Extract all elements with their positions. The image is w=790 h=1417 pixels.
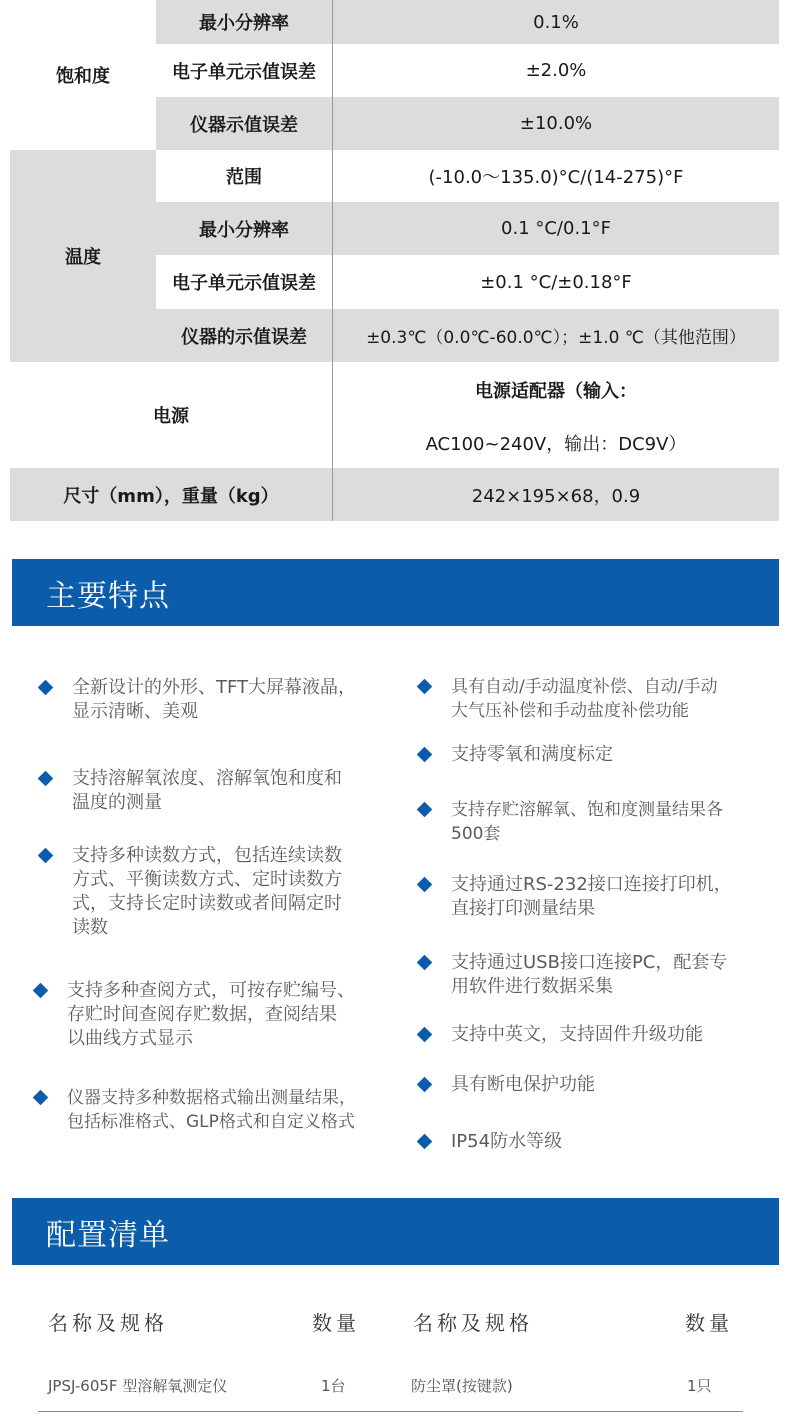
diamond-bullet-icon bbox=[33, 983, 49, 999]
diamond-bullet-icon bbox=[417, 877, 433, 893]
features-title: 主要特点 bbox=[46, 578, 170, 614]
config-item-quantity: 1台 bbox=[321, 1377, 346, 1395]
temperature-row-label: 仪器的示值误差 bbox=[156, 309, 332, 362]
saturation-row-value: ±2.0% bbox=[333, 44, 779, 97]
diamond-bullet-icon bbox=[417, 955, 433, 971]
config-header-quantity: 数量 bbox=[685, 1311, 733, 1335]
temperature-row-value: ±0.3℃（0.0℃-60.0℃）；±1.0 ℃（其他范围） bbox=[333, 309, 779, 362]
diamond-bullet-icon bbox=[38, 680, 54, 696]
diamond-bullet-icon bbox=[417, 1077, 433, 1093]
feature-text: 支持多种查阅方式，可按存贮编号、 存贮时间查阅存贮数据，查阅结果 以曲线方式显示 bbox=[67, 980, 355, 1049]
diamond-bullet-icon bbox=[33, 1090, 49, 1106]
feature-text: 支持通过RS-232接口连接打印机， 直接打印测量结果 bbox=[451, 874, 732, 919]
saturation-row-label: 最小分辨率 bbox=[156, 0, 332, 44]
config-header-name: 名称及规格 bbox=[413, 1311, 533, 1335]
saturation-group-label: 饱和度 bbox=[10, 0, 156, 150]
config-title: 配置清单 bbox=[46, 1217, 170, 1253]
config-row-divider bbox=[38, 1411, 743, 1412]
feature-text: 支持通过USB接口连接PC，配套专 用软件进行数据采集 bbox=[451, 952, 728, 997]
power-value bbox=[333, 362, 779, 468]
config-item-quantity: 1只 bbox=[687, 1377, 712, 1395]
diamond-bullet-icon bbox=[38, 848, 54, 864]
size-weight-label: 尺寸（mm），重量（kg） bbox=[10, 468, 332, 521]
feature-text: 具有自动/手动温度补偿、自动/手动 大气压补偿和手动盐度补偿功能 bbox=[451, 677, 718, 721]
config-header bbox=[12, 1198, 779, 1265]
power-value-line1: 电源适配器（输入： bbox=[475, 381, 637, 402]
diamond-bullet-icon bbox=[417, 747, 433, 763]
feature-text: IP54防水等级 bbox=[451, 1131, 563, 1152]
diamond-bullet-icon bbox=[38, 771, 54, 787]
temperature-row-value: 0.1 °C/0.1°F bbox=[333, 202, 779, 255]
temperature-group-label: 温度 bbox=[10, 150, 156, 362]
diamond-bullet-icon bbox=[417, 1134, 433, 1150]
power-label: 电源 bbox=[10, 362, 332, 468]
diamond-bullet-icon bbox=[417, 1027, 433, 1043]
feature-text: 支持存贮溶解氧、饱和度测量结果各 500套 bbox=[451, 800, 723, 844]
feature-text: 全新设计的外形、TFT大屏幕液晶， 显示清晰、美观 bbox=[72, 677, 357, 722]
diamond-bullet-icon bbox=[417, 802, 433, 818]
temperature-row-label: 范围 bbox=[156, 150, 332, 202]
power-value-line2: AC100~240V，输出：DC9V） bbox=[425, 434, 687, 455]
temperature-row-label: 最小分辨率 bbox=[156, 202, 332, 255]
feature-text: 支持中英文，支持固件升级功能 bbox=[451, 1024, 703, 1045]
size-weight-value: 242×195×68，0.9 bbox=[333, 468, 779, 521]
temperature-row-value: (-10.0～135.0)°C/(14-275)°F bbox=[333, 150, 779, 202]
feature-text: 支持零氧和满度标定 bbox=[451, 744, 613, 765]
features-header bbox=[12, 559, 779, 626]
feature-text: 支持溶解氧浓度、溶解氧饱和度和 温度的测量 bbox=[72, 768, 342, 813]
feature-text: 仪器支持多种数据格式输出测量结果， 包括标准格式、GLP格式和自定义格式 bbox=[67, 1088, 356, 1132]
saturation-row-value: ±10.0% bbox=[333, 97, 779, 150]
temperature-row-label: 电子单元示值误差 bbox=[156, 255, 332, 309]
config-header-name: 名称及规格 bbox=[48, 1311, 168, 1335]
feature-text: 支持多种读数方式，包括连续读数 方式、平衡读数方式、定时读数方 式，支持长定时读数或者间隔定时 读数 bbox=[72, 845, 342, 938]
config-item-name: 防尘罩(按键款) bbox=[411, 1377, 513, 1395]
saturation-row-value: 0.1% bbox=[333, 0, 779, 44]
diamond-bullet-icon bbox=[417, 679, 433, 695]
config-item-name: JPSJ-605F 型溶解氧测定仪 bbox=[48, 1377, 228, 1395]
config-header-quantity: 数量 bbox=[312, 1311, 360, 1335]
temperature-row-value: ±0.1 °C/±0.18°F bbox=[333, 255, 779, 309]
feature-text: 具有断电保护功能 bbox=[451, 1074, 595, 1095]
saturation-row-label: 电子单元示值误差 bbox=[156, 44, 332, 97]
saturation-row-label: 仪器示值误差 bbox=[156, 97, 332, 150]
table-divider bbox=[332, 0, 333, 521]
